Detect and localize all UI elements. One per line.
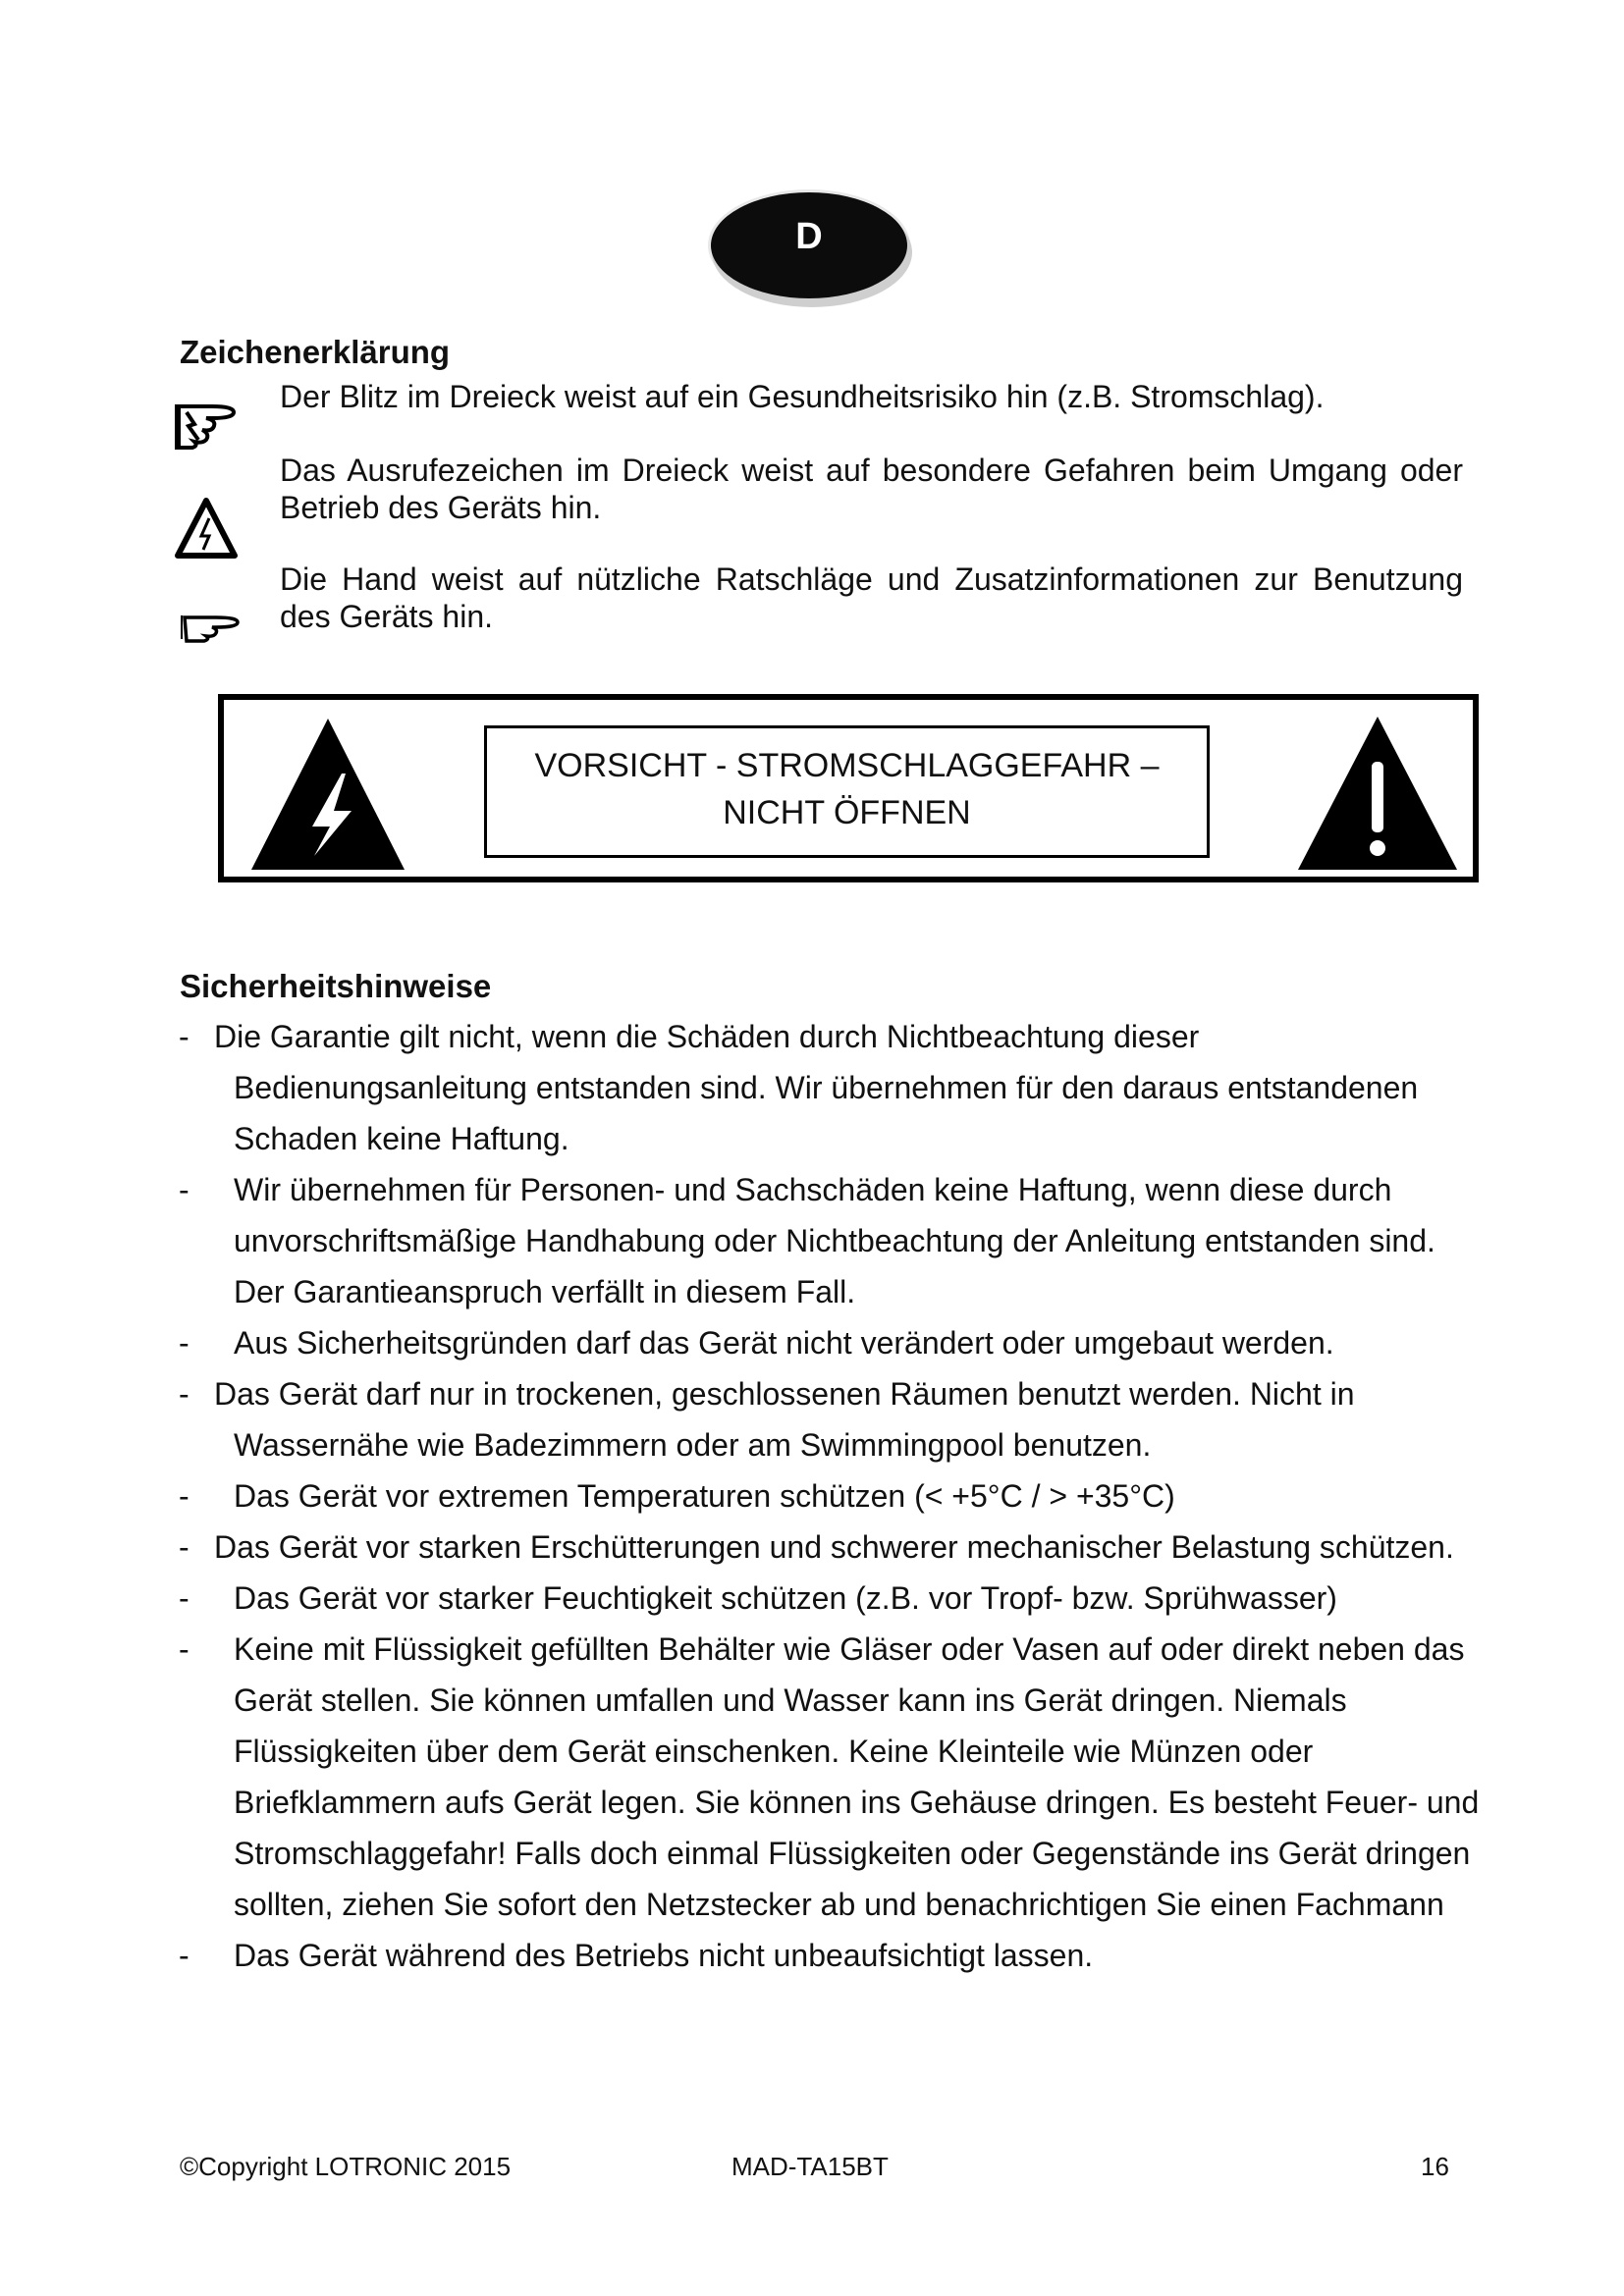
language-letter: D [795,216,823,257]
footer-model: MAD-TA15BT [731,2152,889,2181]
list-item: - Aus Sicherheitsgründen darf das Gerät nicht verändert oder umgebaut werden. [179,1325,1334,1361]
legend-text-lightning: Der Blitz im Dreieck weist auf ein Gesundheitsrisiko hin (z.B. Stromschlag). [280,379,1325,414]
warning-triangle-lightning-icon [174,497,239,560]
lightning-triangle-icon [249,717,406,872]
legend-heading: Zeichenerklärung [180,334,451,370]
list-item: - Das Gerät vor starken Erschütterungen und schwerer mechanischer Belastung schützen. [179,1529,1454,1565]
footer-page-number: 16 [1421,2152,1449,2181]
safety-heading: Sicherheitshinweise [180,968,492,1004]
list-item: - Die Garantie gilt nicht, wenn die Schäden durch Nichtbeachtung dieser Bedienungsanleitung entstanden sind. Wir übernehmen für den daraus entstandenen Schaden keine Haftung. [179,1019,1419,1156]
list-item: - Das Gerät während des Betriebs nicht unbeaufsichtigt lassen. [179,1938,1094,1973]
pointing-hand-icon [177,610,242,643]
legend-text-hand: Die Hand weist auf nützliche Ratschläge und Zusatzinformationen zur Benutzung des Geräts hin. [280,561,1463,634]
list-item: - Das Gerät vor starker Feuchtigkeit schützen (z.B. vor Tropf- bzw. Sprühwasser) [179,1580,1337,1616]
warning-label [484,725,1210,858]
list-item: - Das Gerät vor extremen Temperaturen schützen (< +5°C / > +35°C) [179,1478,1175,1514]
footer-copyright: ©Copyright LOTRONIC 2015 [180,2152,512,2181]
warning-line-1: VORSICHT - STROMSCHLAGGEFAHR – [534,747,1160,784]
hand-pointing-lightning-icon [173,391,238,450]
exclamation-triangle-icon [1296,715,1459,872]
language-badge [711,192,907,298]
list-item: - Das Gerät darf nur in trockenen, geschlossenen Räumen benutzt werden. Nicht in Wassernähe wie Badezimmern oder am Swimmingpool benutzen. [179,1376,1355,1463]
list-item: - Keine mit Flüssigkeit gefüllten Behälter wie Gläser oder Vasen auf oder direkt neben das Gerät stellen. Sie können umfallen und Wasser kann ins Gerät dringen. Niemals Flüssigkeiten über dem Gerät einschenken. Keine Kleinteile wie Münzen oder Briefklammern aufs Gerät legen. Sie können ins Gehäuse dringen. Es besteht Feuer- und Stromschlaggefahr! Falls doch einmal Flüssigkeiten oder Gegenstände ins Gerät dringen sollten, ziehen Sie sofort den Netzstecker ab und benachrichtigen Sie einen Fachmann [179,1631,1480,1922]
safety-list [177,1011,1492,1981]
list-item: - Wir übernehmen für Personen- und Sachschäden keine Haftung, wenn diese durch unvorschriftsmäßige Handhabung oder Nichtbeachtung der Anleitung entstanden sind. Der Garantieanspruch verfällt in diesem Fall. [179,1172,1435,1309]
warning-line-2: NICHT ÖFFNEN [723,794,971,831]
legend-text-exclamation: Das Ausrufezeichen im Dreieck weist auf besondere Gefahren beim Umgang oder Betrieb des Geräts hin. [280,453,1463,525]
